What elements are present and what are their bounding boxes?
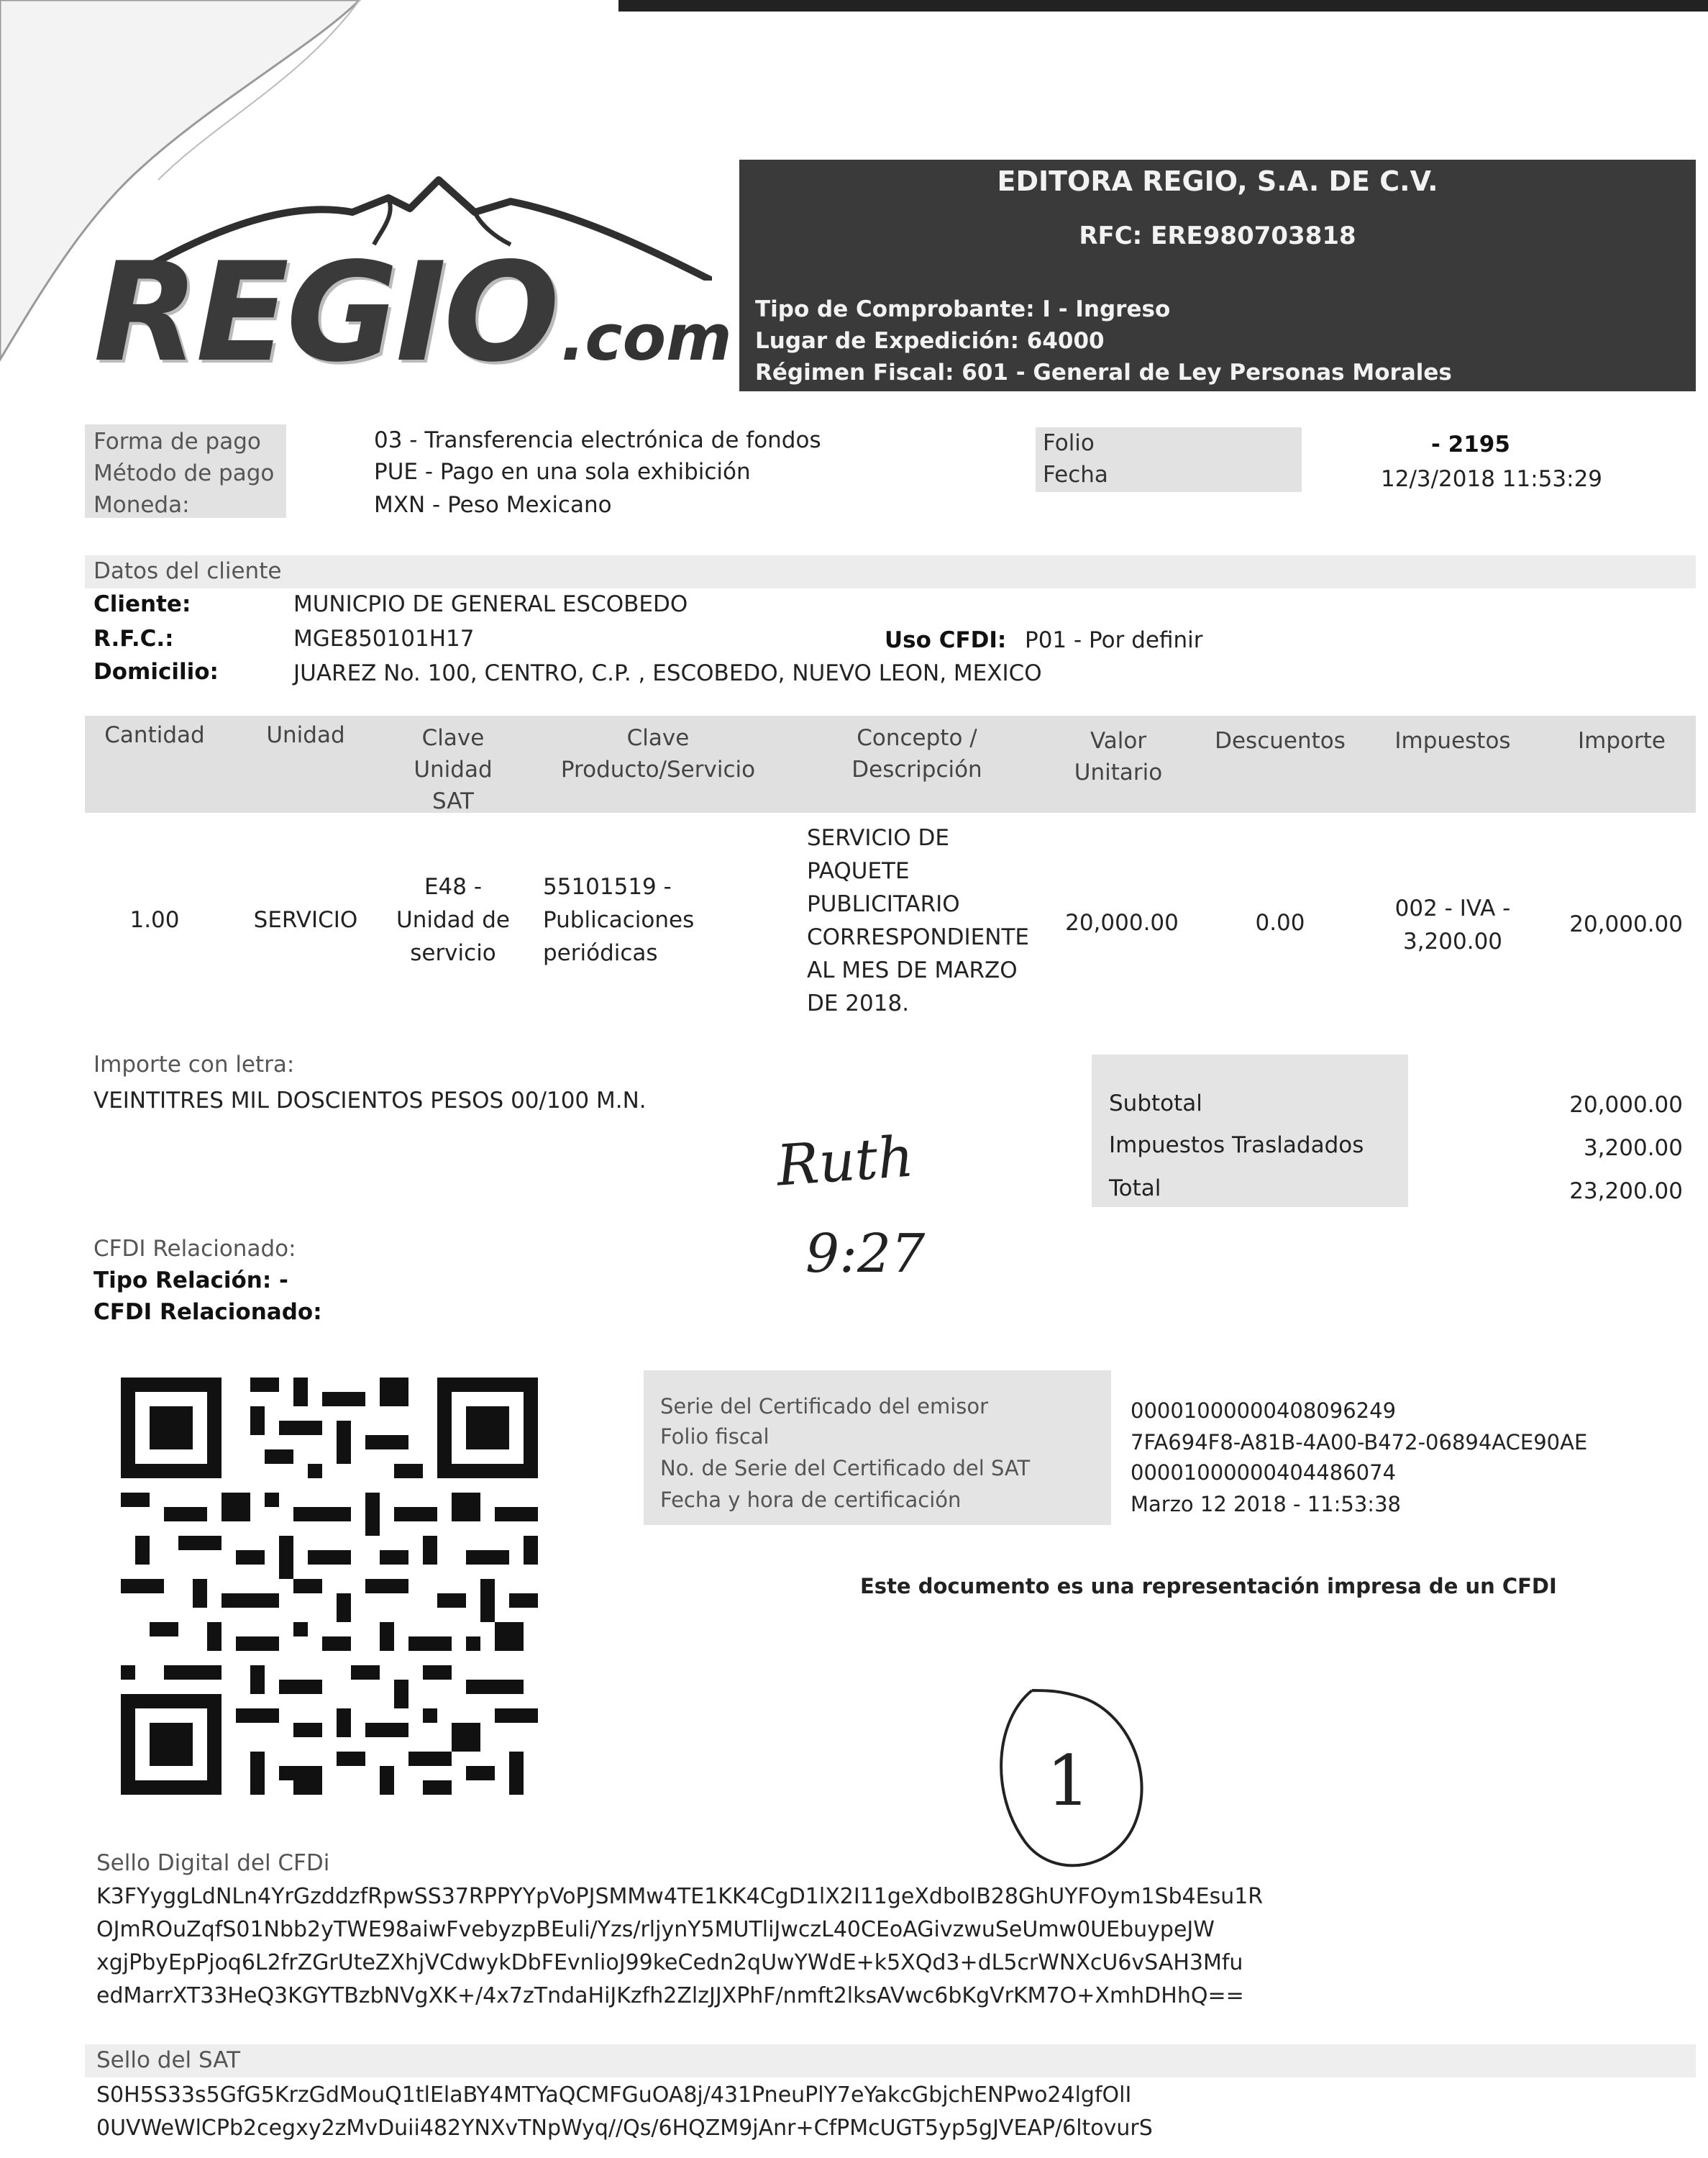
th-valor	[1057, 725, 1179, 788]
th-impuestos: Impuestos	[1394, 728, 1511, 754]
issuer-rfc: RFC: ERE980703818	[1079, 222, 1356, 250]
serie-emisor-label: Serie del Certificado del emisor	[660, 1394, 989, 1419]
importe-letra-label: Importe con letra:	[93, 1052, 295, 1078]
th-clave-producto	[547, 722, 769, 786]
qr-code-icon	[121, 1378, 538, 1795]
sello-cfdi-line-4: edMarrXT33HeQ3KGYTBzbNVgXK+/4x7zTndaHiJKzfh2ZlzJJXPhF/nmft2lksAVwc6bKgVrKM7O+XmhDHhQ==	[96, 1983, 1244, 2008]
td-concepto-l4: CORRESPONDIENTE	[807, 924, 1029, 950]
td-clave-producto-l3: periódicas	[543, 940, 658, 966]
td-impuestos	[1366, 892, 1539, 958]
td-descuentos: 0.00	[1255, 910, 1305, 936]
sello-sat-line-2: 0UVWeWlCPb2cegxy2zMvDuii482YNXvTNpWyq//Qs/6HQZM9jAnr+CfPMcUGT5yp5gJVEAP/6ltovurS	[96, 2116, 1153, 2141]
issuer-name: EDITORA REGIO, S.A. DE C.V.	[997, 165, 1438, 197]
domicilio-label: Domicilio:	[93, 659, 219, 685]
td-clave-producto	[543, 870, 773, 970]
domicilio-value: JUAREZ No. 100, CENTRO, C.P. , ESCOBEDO, NUEVO LEON, MEXICO	[293, 660, 1042, 686]
subtotal-value: 20,000.00	[1569, 1092, 1683, 1118]
th-cantidad: Cantidad	[104, 722, 205, 748]
client-section-shade	[85, 555, 1696, 588]
sello-cfdi-line-3: xgjPbyEpPjoq6L2frZGrUteZXhjVCdwykDbFEvnlioJ99keCedn2qUwYWdE+k5XQd3+dL5crWNXcU6vSAH3Mfu	[96, 1950, 1243, 1975]
rfc-label: R.F.C.:	[93, 626, 174, 652]
td-importe: 20,000.00	[1569, 911, 1683, 937]
serie-emisor-value: 00001000000408096249	[1131, 1398, 1397, 1423]
cfdi-relacionado-title: CFDI Relacionado:	[93, 1236, 296, 1262]
company-logo	[93, 173, 741, 392]
issuer-header	[739, 160, 1696, 391]
total-label: Total	[1109, 1175, 1161, 1201]
folio-fiscal-label: Folio fiscal	[660, 1424, 769, 1449]
subtotal-label: Subtotal	[1109, 1091, 1202, 1116]
serie-sat-label: No. de Serie del Certificado del SAT	[660, 1456, 1031, 1480]
moneda-label: Moneda:	[93, 492, 190, 518]
folio-fiscal-value: 7FA694F8-A81B-4A00-B472-06894ACE90AE	[1131, 1430, 1588, 1454]
td-valor: 20,000.00	[1065, 910, 1179, 936]
th-descuentos: Descuentos	[1215, 728, 1346, 754]
tipo-relacion: Tipo Relación: -	[93, 1267, 288, 1293]
fecha-value: 12/3/2018 11:53:29	[1381, 466, 1603, 492]
forma-pago-label: Forma de pago	[93, 429, 261, 455]
metodo-pago-value: PUE - Pago en una sola exhibición	[374, 459, 751, 485]
impuestos-trasladados-value: 3,200.00	[1583, 1135, 1683, 1161]
uso-cfdi-label: Uso CFDI:	[885, 627, 1007, 653]
td-cantidad: 1.00	[129, 907, 180, 933]
uso-cfdi-value: P01 - Por definir	[1025, 627, 1203, 653]
th-concepto-l2: Descripción	[851, 757, 982, 783]
sello-sat-title: Sello del SAT	[96, 2047, 241, 2073]
td-impuestos-l2: 3,200.00	[1402, 929, 1503, 955]
folio-label: Folio	[1043, 430, 1095, 456]
tipo-comprobante: Tipo de Comprobante: I - Ingreso	[755, 296, 1171, 322]
td-clave-unidad-l2: Unidad de	[396, 907, 510, 933]
total-value: 23,200.00	[1569, 1178, 1683, 1204]
rfc-value: MGE850101H17	[293, 626, 475, 652]
th-clave-producto-l2: Producto/Servicio	[560, 757, 756, 783]
td-concepto-l2: PAQUETE	[807, 858, 910, 884]
th-clave-unidad-l3: SAT	[432, 788, 474, 814]
serie-sat-value: 00001000000404486074	[1131, 1460, 1397, 1485]
td-clave-producto-l1: 55101519 -	[543, 874, 672, 900]
moneda-value: MXN - Peso Mexicano	[374, 492, 612, 518]
folio-value: - 2195	[1431, 432, 1510, 457]
th-clave-unidad-l1: Clave	[421, 725, 485, 751]
handwritten-time: 9:27	[805, 1223, 926, 1285]
th-clave-unidad-l2: Unidad	[414, 757, 493, 783]
td-clave-producto-l2: Publicaciones	[543, 907, 695, 933]
sello-cfdi-title: Sello Digital del CFDi	[96, 1850, 330, 1876]
cliente-value: MUNICPIO DE GENERAL ESCOBEDO	[293, 591, 688, 617]
fecha-cert-label: Fecha y hora de certificación	[660, 1488, 962, 1512]
td-concepto-l3: PUBLICITARIO	[807, 891, 960, 917]
cliente-label: Cliente:	[93, 591, 191, 617]
sello-cfdi-line-1: K3FYyggLdNLn4YrGzddzfRpwSS37RPPYYpVoPJSMMw4TE1KK4CgD1lX2I11geXdboIB28GhUYFOym1Sb4Esu1R	[96, 1884, 1264, 1909]
handwritten-number: 1	[1046, 1741, 1091, 1821]
fecha-label: Fecha	[1043, 462, 1108, 488]
regimen-fiscal: Régimen Fiscal: 601 - General de Ley Personas Morales	[755, 360, 1452, 386]
handwritten-name: Ruth	[775, 1124, 916, 1199]
logo-wordmark: REGIO	[93, 233, 557, 392]
th-importe: Importe	[1578, 728, 1666, 754]
sello-cfdi-line-2: OJmROuZqfS01Nbb2yTWE98aiwFvebyzpBEuli/Yzs/rljynY5MUTliJwczL40CEoAGivzwuSeUmw0UEbuypeJW	[96, 1917, 1215, 1942]
td-concepto-l5: AL MES DE MARZO	[807, 957, 1018, 983]
th-concepto	[798, 722, 1036, 786]
sello-sat-shade	[85, 2044, 1696, 2077]
scan-edge	[618, 0, 1708, 12]
th-unidad: Unidad	[266, 722, 345, 748]
metodo-pago-label: Método de pago	[93, 460, 275, 486]
sello-sat-line-1: S0H5S33s5GfG5KrzGdMouQ1tlElaBY4MTYaQCMFGuOA8j/431PneuPlY7eYakcGbjchENPwo24lgfOlI	[96, 2082, 1132, 2108]
th-valor-l2: Unitario	[1074, 760, 1163, 786]
representacion-note: Este documento es una representación impresa de un CFDI	[860, 1574, 1557, 1598]
td-concepto-l1: SERVICIO DE	[807, 825, 949, 851]
td-concepto	[807, 821, 1051, 1020]
fecha-cert-value: Marzo 12 2018 - 11:53:38	[1131, 1492, 1401, 1516]
impuestos-trasladados-label: Impuestos Trasladados	[1109, 1132, 1364, 1158]
td-unidad: SERVICIO	[253, 907, 358, 933]
td-clave-unidad-l1: E48 -	[424, 874, 483, 900]
td-concepto-l6: DE 2018.	[807, 991, 910, 1016]
td-clave-unidad	[381, 870, 525, 970]
td-impuestos-l1: 002 - IVA -	[1394, 896, 1511, 921]
lugar-expedicion: Lugar de Expedición: 64000	[755, 328, 1105, 354]
forma-pago-value: 03 - Transferencia electrónica de fondos	[374, 427, 821, 453]
td-clave-unidad-l3: servicio	[410, 940, 496, 966]
th-clave-producto-l1: Clave	[626, 725, 690, 751]
th-valor-l1: Valor	[1090, 728, 1147, 754]
th-clave-unidad	[381, 722, 525, 817]
client-section-title: Datos del cliente	[93, 558, 282, 584]
cfdi-relacionado: CFDI Relacionado:	[93, 1299, 322, 1325]
importe-letra-value: VEINTITRES MIL DOSCIENTOS PESOS 00/100 M.N.	[93, 1088, 647, 1114]
th-concepto-l1: Concepto /	[857, 725, 977, 751]
logo-suffix: .com	[561, 301, 732, 375]
